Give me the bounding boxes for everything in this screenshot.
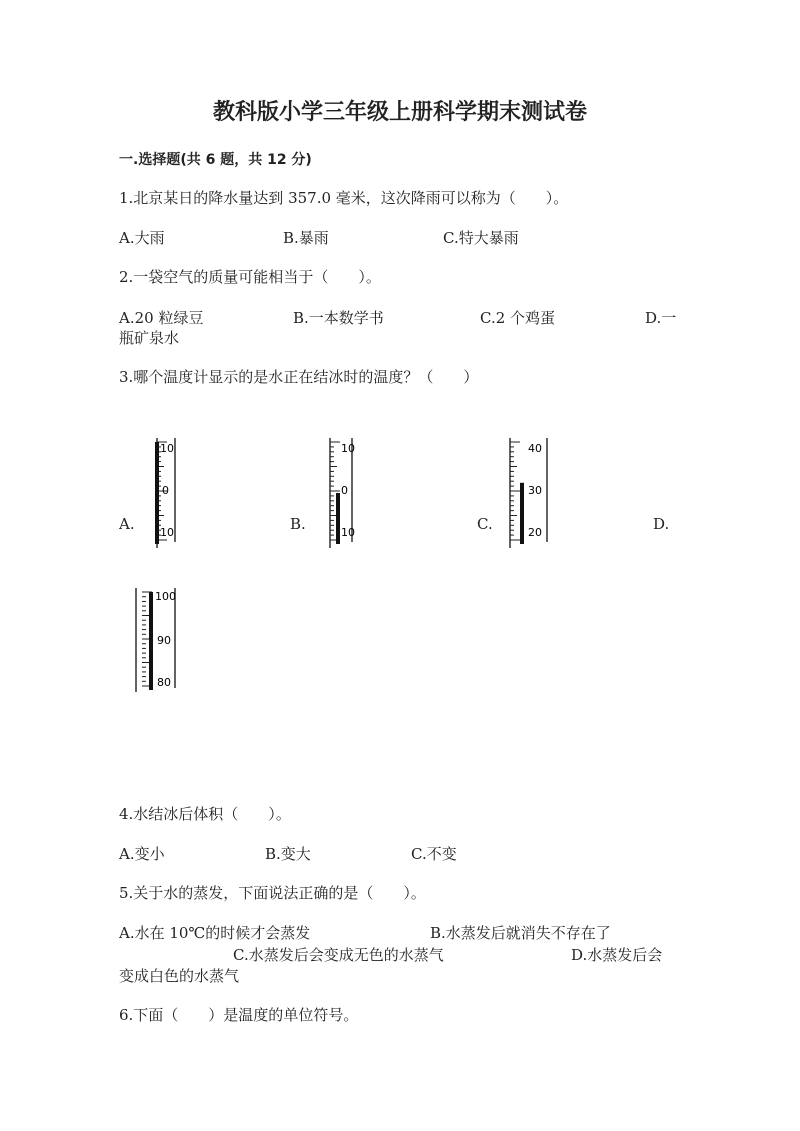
question-1-option-b[interactable]: B.暴雨 <box>283 229 329 247</box>
thermometer-a-label-mid: 0 <box>162 484 169 497</box>
thermometer-b-liquid-column <box>336 493 340 544</box>
thermometer-a <box>138 436 188 554</box>
thermometer-c-liquid-column <box>520 483 524 544</box>
thermometer-c-label-mid: 30 <box>528 484 542 497</box>
question-6-stem: 6.下面（ ）是温度的单位符号。 <box>119 1006 359 1024</box>
question-5-option-d-continued: 变成白色的水蒸气 <box>119 967 240 985</box>
thermometer-a-liquid-column <box>155 442 159 544</box>
question-2-option-d[interactable]: D.一 <box>645 309 677 327</box>
question-1-stem: 1.北京某日的降水量达到 357.0 毫米，这次降雨可以称为（ ）。 <box>119 189 569 207</box>
thermometer-c-label-top: 40 <box>528 442 542 455</box>
question-5-option-d[interactable]: D.水蒸发后会 <box>571 946 663 964</box>
question-4-stem: 4.水结冰后体积（ ）。 <box>119 805 291 823</box>
thermometer-b-figure <box>308 436 368 554</box>
thermometer-c-figure <box>500 436 560 554</box>
thermometer-d-label-bottom: 80 <box>157 676 171 689</box>
question-3-stem: 3.哪个温度计显示的是水正在结冰时的温度？（ ） <box>119 368 479 386</box>
question-3-option-d[interactable]: D. <box>653 515 670 533</box>
thermometer-a-figure <box>138 436 188 554</box>
thermometer-d-liquid-column <box>149 592 153 690</box>
thermometer-d-figure <box>130 584 190 706</box>
question-4-option-a[interactable]: A.变小 <box>119 845 165 863</box>
thermometer-c-ticks <box>510 442 520 540</box>
question-4-option-c[interactable]: C.不变 <box>411 845 457 863</box>
question-2-option-a[interactable]: A.20 粒绿豆 <box>119 309 204 327</box>
thermometer-a-label-top: 10 <box>160 442 174 455</box>
question-5-option-b[interactable]: B.水蒸发后就消失不存在了 <box>430 924 611 942</box>
question-2-option-b[interactable]: B.一本数学书 <box>293 309 384 327</box>
question-2-option-c[interactable]: C.2 个鸡蛋 <box>480 309 556 327</box>
page-title: 教科版小学三年级上册科学期末测试卷 <box>212 100 587 125</box>
question-4-option-b[interactable]: B.变大 <box>265 845 311 863</box>
question-2-stem: 2.一袋空气的质量可能相当于（ ）。 <box>119 268 381 286</box>
question-5-option-c[interactable]: C.水蒸发后会变成无色的水蒸气 <box>233 946 444 964</box>
section-heading: 一.选择题(共 6 题，共 12 分) <box>119 152 312 168</box>
question-3-option-c[interactable]: C. <box>477 515 493 533</box>
thermometer-d-label-mid: 90 <box>157 634 171 647</box>
thermometer-a-label-bottom: 10 <box>160 526 174 539</box>
thermometer-d <box>130 584 190 706</box>
thermometer-b-label-top: 10 <box>341 442 355 455</box>
question-5-stem: 5.关于水的蒸发，下面说法正确的是（ ）。 <box>119 884 426 902</box>
question-5-option-a[interactable]: A.水在 10℃的时候才会蒸发 <box>119 924 311 942</box>
thermometer-b-label-bottom: 10 <box>341 526 355 539</box>
thermometer-d-label-top: 100 <box>155 590 176 603</box>
thermometer-b <box>308 436 368 554</box>
thermometer-c <box>500 436 560 554</box>
thermometer-c-label-bottom: 20 <box>528 526 542 539</box>
question-1-option-c[interactable]: C.特大暴雨 <box>443 229 519 247</box>
question-2-option-d-continued: 瓶矿泉水 <box>119 329 180 347</box>
question-1-option-a[interactable]: A.大雨 <box>119 229 165 247</box>
thermometer-b-label-mid: 0 <box>341 484 348 497</box>
question-3-option-b[interactable]: B. <box>290 515 306 533</box>
question-3-option-a[interactable]: A. <box>119 515 135 533</box>
